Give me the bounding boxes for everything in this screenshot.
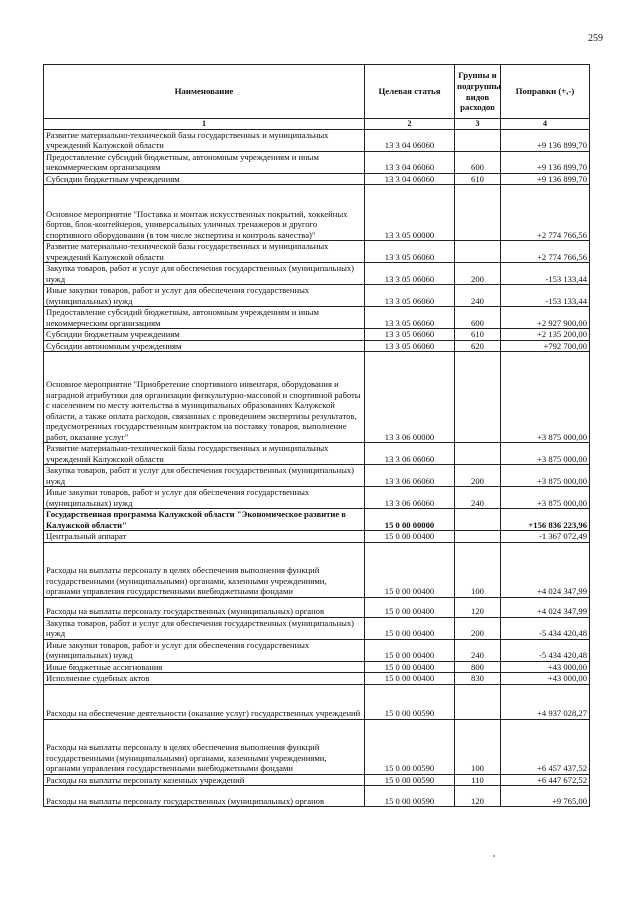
row-name: Развитие материально-технической базы государственных и муниципальных учреждений Калужской области <box>44 241 365 263</box>
row-group-code: 110 <box>455 774 501 785</box>
row-name: Субсидии автономным учреждениям <box>44 340 365 351</box>
table-row <box>44 542 590 597</box>
row-amount: +9 136 899,70 <box>501 173 590 184</box>
header-target: Целевая статья <box>365 65 455 119</box>
row-amount: +2 927 900,00 <box>501 307 590 329</box>
row-target-code: 13 3 05 06060 <box>365 263 455 285</box>
table-row <box>44 639 590 661</box>
row-target-code: 15 0 00 00590 <box>365 774 455 785</box>
row-name: Предоставление субсидий бюджетным, автономным учреждениям и иным некоммерческим организациям <box>44 151 365 173</box>
row-name: Предоставление субсидий бюджетным, автономным учреждениям и иным некоммерческим организациям <box>44 307 365 329</box>
column-number-row <box>44 119 590 130</box>
row-target-code: 15 0 00 00400 <box>365 661 455 672</box>
row-name: Иные закупки товаров, работ и услуг для обеспечения государственных (муниципальных) нужд <box>44 285 365 307</box>
scan-speck <box>493 855 495 857</box>
table-row <box>44 684 590 719</box>
row-name: Расходы на обеспечение деятельности (оказание услуг) государственных учреждений <box>44 684 365 719</box>
row-group-code: 240 <box>455 285 501 307</box>
row-amount: +2 774 766,56 <box>501 185 590 241</box>
row-target-code: 15 0 00 00400 <box>365 639 455 661</box>
column-number: 2 <box>365 119 455 130</box>
row-name: Субсидии бюджетным учреждениям <box>44 173 365 184</box>
row-group-code <box>455 241 501 263</box>
row-group-code: 100 <box>455 719 501 774</box>
row-name: Государственная программа Калужской области "Экономическое развитие в Калужской области" <box>44 509 365 531</box>
table-row <box>44 597 590 617</box>
table-row <box>44 340 590 351</box>
row-name: Основное мероприятие "Поставка и монтаж искусственных покрытий, хоккейных бортов, блок-контейнеров, универсальных уличных тренажеров и другого спортивного оборудования (в том числе экспертиза и контроль качества)" <box>44 185 365 241</box>
row-amount: -153 133,44 <box>501 285 590 307</box>
row-target-code: 13 3 05 06060 <box>365 241 455 263</box>
header-name: Наименование <box>44 65 365 119</box>
table-row <box>44 774 590 785</box>
row-target-code: 15 0 00 00400 <box>365 617 455 639</box>
row-amount: +9 136 899,70 <box>501 151 590 173</box>
page-number: 259 <box>588 33 603 44</box>
table-row <box>44 285 590 307</box>
row-name: Иные закупки товаров, работ и услуг для обеспечения государственных (муниципальных) нужд <box>44 639 365 661</box>
row-group-code: 240 <box>455 487 501 509</box>
row-group-code: 610 <box>455 329 501 340</box>
table-row <box>44 786 590 807</box>
row-amount: +6 457 437,52 <box>501 719 590 774</box>
row-name: Иные закупки товаров, работ и услуг для обеспечения государственных (муниципальных) нужд <box>44 487 365 509</box>
table-row <box>44 487 590 509</box>
row-target-code: 13 3 04 06060 <box>365 129 455 151</box>
row-amount: +3 875 000,00 <box>501 465 590 487</box>
column-number: 3 <box>455 119 501 130</box>
table-row <box>44 661 590 672</box>
row-name: Закупка товаров, работ и услуг для обеспечения государственных (муниципальных) нужд <box>44 465 365 487</box>
row-name: Основное мероприятие "Приобретение спортивного инвентаря, оборудования и наградной атрибутики для организации физкультурно-массовой и спортивной работы с населением по месту жительства в муниципальных образованиях Калужской области, а также оплата расходов, связанных с проведением экспертизы результатов, предусмотренных государственным контрактом на поставку товаров, выполнение работ, оказание услуг" <box>44 352 365 443</box>
row-amount: -5 434 420,48 <box>501 639 590 661</box>
row-target-code: 15 0 00 00590 <box>365 719 455 774</box>
row-name: Иные бюджетные ассигнования <box>44 661 365 672</box>
table-row <box>44 509 590 531</box>
row-group-code <box>455 684 501 719</box>
table-row <box>44 241 590 263</box>
row-amount: +6 447 672,52 <box>501 774 590 785</box>
row-name: Закупка товаров, работ и услуг для обеспечения государственных (муниципальных) нужд <box>44 263 365 285</box>
table-row <box>44 443 590 465</box>
row-target-code: 13 3 04 06060 <box>365 173 455 184</box>
row-group-code <box>455 352 501 443</box>
table-row <box>44 173 590 184</box>
row-group-code: 120 <box>455 786 501 807</box>
row-group-code: 240 <box>455 639 501 661</box>
row-group-code: 200 <box>455 465 501 487</box>
row-name: Расходы на выплаты персоналу государственных (муниципальных) органов <box>44 786 365 807</box>
row-group-code: 620 <box>455 340 501 351</box>
row-target-code: 13 3 05 06060 <box>365 329 455 340</box>
column-number: 1 <box>44 119 365 130</box>
row-amount: +9 136 899,70 <box>501 129 590 151</box>
row-target-code: 15 0 00 00400 <box>365 673 455 684</box>
row-group-code <box>455 185 501 241</box>
row-group-code: 100 <box>455 542 501 597</box>
table-row <box>44 151 590 173</box>
row-group-code: 830 <box>455 673 501 684</box>
row-name: Закупка товаров, работ и услуг для обеспечения государственных (муниципальных) нужд <box>44 617 365 639</box>
row-target-code: 15 0 00 00590 <box>365 684 455 719</box>
row-target-code: 13 3 06 06060 <box>365 487 455 509</box>
row-name: Расходы на выплаты персоналу в целях обеспечения выполнения функций государственными (муниципальными) органами, казенными учреждениями, органами управления государственными внебюджетными фондами <box>44 542 365 597</box>
row-amount: +3 875 000,00 <box>501 487 590 509</box>
row-target-code: 15 0 00 00400 <box>365 531 455 542</box>
table-body <box>44 129 590 806</box>
row-group-code: 600 <box>455 307 501 329</box>
table-row <box>44 531 590 542</box>
row-target-code: 13 3 04 06060 <box>365 151 455 173</box>
row-group-code <box>455 443 501 465</box>
row-target-code: 13 3 06 06060 <box>365 465 455 487</box>
row-amount: -1 367 072,49 <box>501 531 590 542</box>
row-name: Субсидии бюджетным учреждениям <box>44 329 365 340</box>
row-target-code: 15 0 00 00400 <box>365 542 455 597</box>
table-row <box>44 465 590 487</box>
row-amount: +3 875 000,00 <box>501 443 590 465</box>
table-row <box>44 129 590 151</box>
row-amount: +4 024 347,99 <box>501 597 590 617</box>
budget-table <box>43 64 590 807</box>
row-name: Расходы на выплаты персоналу государственных (муниципальных) органов <box>44 597 365 617</box>
row-target-code: 13 3 05 00000 <box>365 185 455 241</box>
row-target-code: 13 3 05 06060 <box>365 285 455 307</box>
row-name: Центральный аппарат <box>44 531 365 542</box>
row-amount: +43 000,00 <box>501 673 590 684</box>
header-amendments: Поправки (+,-) <box>501 65 590 119</box>
table-header-row <box>44 65 590 119</box>
row-name: Исполнение судебных актов <box>44 673 365 684</box>
row-group-code: 120 <box>455 597 501 617</box>
table-row <box>44 673 590 684</box>
row-group-code: 600 <box>455 151 501 173</box>
row-amount: +4 024 347,99 <box>501 542 590 597</box>
table-row <box>44 307 590 329</box>
table-row <box>44 329 590 340</box>
table-row <box>44 263 590 285</box>
row-name: Развитие материально-технической базы государственных и муниципальных учреждений Калужской области <box>44 129 365 151</box>
column-number: 4 <box>501 119 590 130</box>
row-target-code: 13 3 05 06060 <box>365 307 455 329</box>
row-amount: +3 875 000,00 <box>501 352 590 443</box>
row-amount: +2 774 766,56 <box>501 241 590 263</box>
row-amount: +2 135 200,00 <box>501 329 590 340</box>
row-amount: +43 000,00 <box>501 661 590 672</box>
row-name: Расходы на выплаты персоналу казенных учреждений <box>44 774 365 785</box>
row-group-code <box>455 531 501 542</box>
row-group-code: 200 <box>455 263 501 285</box>
row-target-code: 15 0 00 00000 <box>365 509 455 531</box>
row-amount: -5 434 420,48 <box>501 617 590 639</box>
table-row <box>44 719 590 774</box>
row-group-code: 200 <box>455 617 501 639</box>
table-row <box>44 352 590 443</box>
table-row <box>44 617 590 639</box>
row-name: Расходы на выплаты персоналу в целях обеспечения выполнения функций государственными (муниципальными) органами, казенными учреждениями, органами управления государственными внебюджетными фондами <box>44 719 365 774</box>
header-groups: Группы и подгруппы видов расходов <box>455 65 501 119</box>
table-row <box>44 185 590 241</box>
row-group-code <box>455 509 501 531</box>
row-amount: +9 765,00 <box>501 786 590 807</box>
row-group-code: 610 <box>455 173 501 184</box>
row-group-code: 800 <box>455 661 501 672</box>
row-target-code: 15 0 00 00400 <box>365 597 455 617</box>
row-target-code: 15 0 00 00590 <box>365 786 455 807</box>
row-target-code: 13 3 06 00000 <box>365 352 455 443</box>
row-amount: +792 700,00 <box>501 340 590 351</box>
row-name: Развитие материально-технической базы государственных и муниципальных учреждений Калужской области <box>44 443 365 465</box>
row-amount: +4 937 028,27 <box>501 684 590 719</box>
row-target-code: 13 3 06 06060 <box>365 443 455 465</box>
row-amount: +156 836 223,96 <box>501 509 590 531</box>
row-target-code: 13 3 05 06060 <box>365 340 455 351</box>
row-amount: -153 133,44 <box>501 263 590 285</box>
row-group-code <box>455 129 501 151</box>
